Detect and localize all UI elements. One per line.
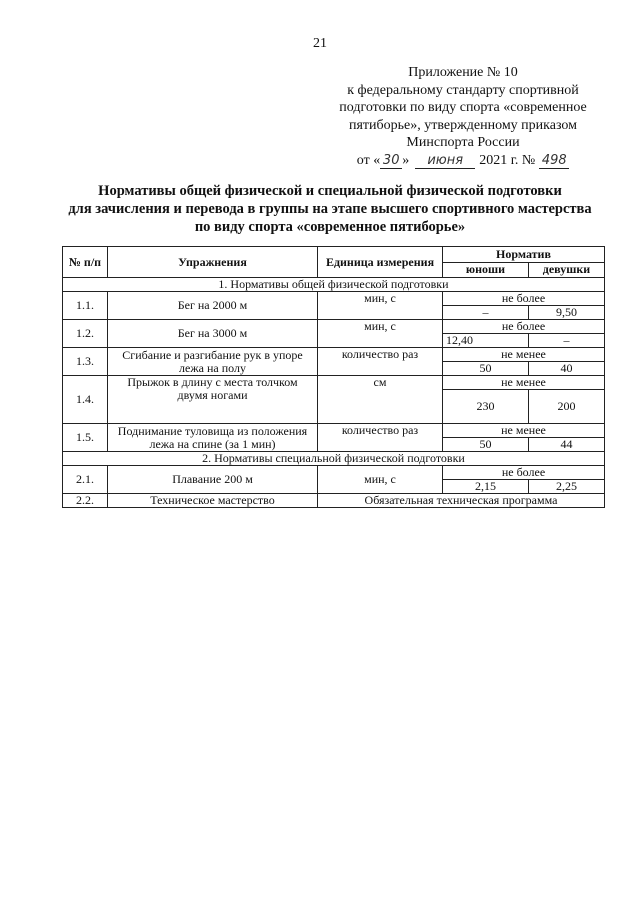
handwritten-number: 498 bbox=[539, 154, 569, 169]
row-boys-value: – bbox=[443, 306, 529, 320]
row-num: 1.2. bbox=[63, 320, 108, 348]
row-exercise: Техническое мастерство bbox=[108, 494, 318, 508]
row-merged-value: Обязательная техническая программа bbox=[318, 494, 605, 508]
table-row bbox=[63, 466, 605, 480]
row-girls-value: – bbox=[529, 334, 605, 348]
handwritten-month: июня bbox=[415, 154, 475, 169]
row-unit: см bbox=[318, 376, 443, 424]
row-girls-value: 9,50 bbox=[529, 306, 605, 320]
header-norm: Норматив bbox=[443, 247, 605, 263]
row-exercise: Сгибание и разгибание рук в упоре лежа на полу bbox=[108, 348, 318, 376]
page-number: 21 bbox=[313, 36, 327, 51]
table-row bbox=[63, 494, 605, 508]
table-header-row bbox=[63, 247, 605, 263]
appendix-line: пятиборье», утвержденному приказом bbox=[348, 117, 578, 133]
section-row bbox=[63, 452, 605, 466]
row-boys-value: 2,15 bbox=[443, 480, 529, 494]
header-unit: Единица измерения bbox=[318, 247, 443, 278]
order-date-line bbox=[318, 152, 608, 170]
appendix-line: подготовки по виду спорта «современное bbox=[339, 100, 587, 115]
row-num: 2.1. bbox=[63, 466, 108, 494]
date-year: 2021 г. № bbox=[479, 152, 536, 168]
header-boys: юноши bbox=[443, 262, 529, 278]
row-exercise: Прыжок в длину с места толчком двумя ногами bbox=[108, 376, 318, 424]
standards-table bbox=[62, 246, 605, 508]
row-unit: мин, с bbox=[318, 292, 443, 320]
title-line: Нормативы общей физической и специальной физической подготовки bbox=[98, 183, 562, 199]
table-row bbox=[63, 320, 605, 334]
row-condition: не более bbox=[443, 292, 605, 306]
appendix-line: Минспорта России bbox=[406, 135, 520, 150]
row-exercise: Поднимание туловища из положения лежа на спине (за 1 мин) bbox=[108, 424, 318, 452]
header-num: № п/п bbox=[63, 247, 108, 278]
row-unit: количество раз bbox=[318, 424, 443, 452]
appendix-line: Приложение № 10 bbox=[408, 65, 518, 80]
row-girls-value: 44 bbox=[529, 438, 605, 452]
header-exercise: Упражнения bbox=[108, 247, 318, 278]
row-girls-value: 40 bbox=[529, 362, 605, 376]
row-num: 2.2. bbox=[63, 494, 108, 508]
appendix-header bbox=[318, 64, 608, 169]
appendix-line: к федеральному стандарту спортивной bbox=[347, 82, 579, 98]
row-condition: не менее bbox=[443, 424, 605, 438]
table-row bbox=[63, 348, 605, 362]
section-title: 1. Нормативы общей физической подготовки bbox=[63, 278, 605, 292]
row-exercise: Бег на 2000 м bbox=[108, 292, 318, 320]
header-girls: девушки bbox=[529, 262, 605, 278]
table-row bbox=[63, 424, 605, 438]
title-line: по виду спорта «современное пятиборье» bbox=[194, 219, 466, 235]
date-close: » bbox=[402, 152, 410, 168]
row-num: 1.4. bbox=[63, 376, 108, 424]
row-condition: не менее bbox=[443, 348, 605, 362]
row-boys-value: 12,40 bbox=[443, 334, 529, 348]
row-girls-value: 2,25 bbox=[529, 480, 605, 494]
row-girls-value: 200 bbox=[529, 390, 605, 424]
row-num: 1.1. bbox=[63, 292, 108, 320]
row-condition: не более bbox=[443, 320, 605, 334]
section-row bbox=[63, 278, 605, 292]
row-boys-value: 230 bbox=[443, 390, 529, 424]
row-num: 1.3. bbox=[63, 348, 108, 376]
table-row bbox=[63, 292, 605, 306]
row-unit: количество раз bbox=[318, 348, 443, 376]
row-exercise: Бег на 3000 м bbox=[108, 320, 318, 348]
date-prefix: от « bbox=[356, 152, 381, 168]
row-condition: не менее bbox=[443, 376, 605, 390]
row-num: 1.5. bbox=[63, 424, 108, 452]
section-title: 2. Нормативы специальной физической подготовки bbox=[63, 452, 605, 466]
table-row bbox=[63, 376, 605, 390]
row-condition: не более bbox=[443, 466, 605, 480]
row-boys-value: 50 bbox=[443, 362, 529, 376]
row-unit: мин, с bbox=[318, 466, 443, 494]
title-line: для зачисления и перевода в группы на этапе высшего спортивного мастерства bbox=[68, 201, 592, 217]
row-exercise: Плавание 200 м bbox=[108, 466, 318, 494]
handwritten-day: 30 bbox=[380, 154, 402, 169]
row-boys-value: 50 bbox=[443, 438, 529, 452]
row-unit: мин, с bbox=[318, 320, 443, 348]
document-title bbox=[40, 182, 620, 236]
